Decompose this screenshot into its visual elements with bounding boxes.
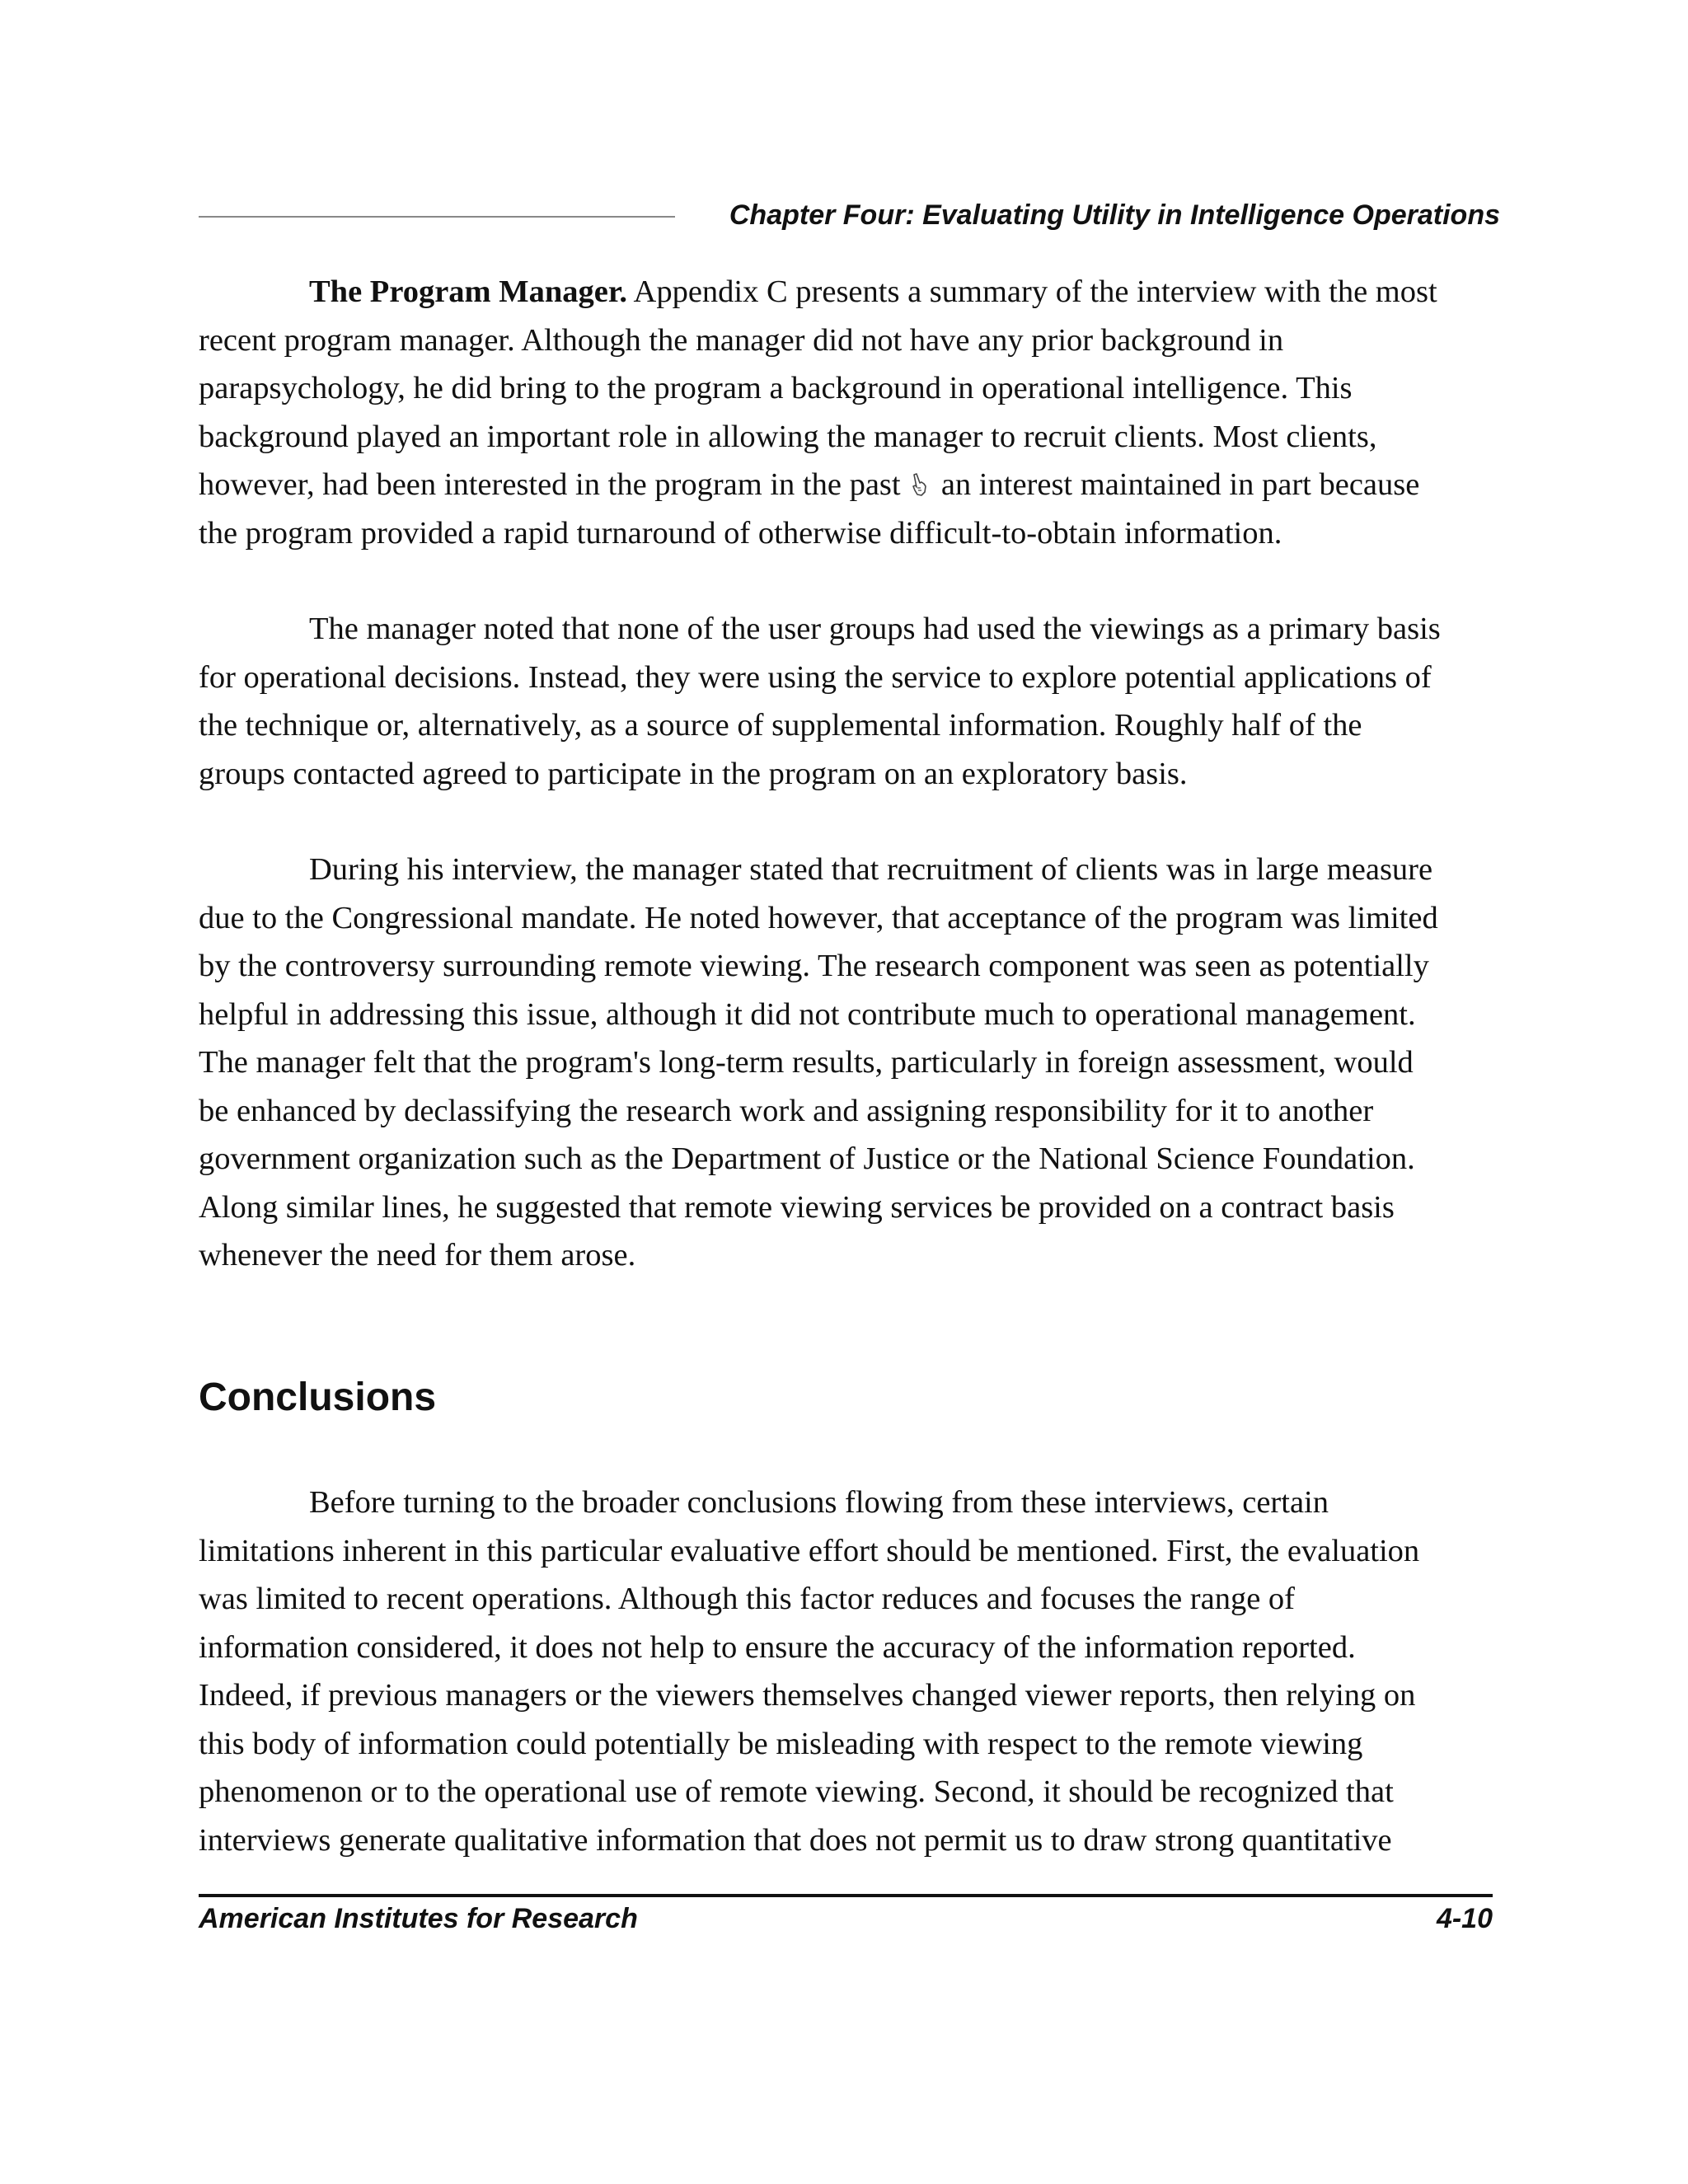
text-line: for operational decisions. Instead, they were using the service to explore potential applications of xyxy=(199,659,1432,695)
text-line: however, had been interested in the program in the past an interest maintained in part because xyxy=(199,467,1420,502)
text-line: government organization such as the Department of Justice or the National Science Foundation. xyxy=(199,1141,1415,1176)
text-line: parapsychology, he did bring to the program a background in operational intelligence. This xyxy=(199,371,1353,405)
header-rule xyxy=(199,216,675,218)
text-line: interviews generate qualitative information that does not permit us to draw strong quantitative xyxy=(199,1822,1392,1858)
page-number: 4-10 xyxy=(1436,1903,1493,1934)
text-line: Indeed, if previous managers or the viewers themselves changed viewer reports, then relying on xyxy=(199,1678,1416,1713)
text-line: groups contacted agreed to participate in the program on an exploratory basis. xyxy=(199,756,1188,791)
footer-rule xyxy=(199,1894,1493,1897)
text-line: due to the Congressional mandate. He noted however, that acceptance of the program was limited xyxy=(199,900,1438,935)
text-line: by the controversy surrounding remote viewing. The research component was seen as potentially xyxy=(199,949,1429,983)
text-line: the program provided a rapid turnaround of otherwise difficult-to-obtain information. xyxy=(199,515,1282,551)
text-line: limitations inherent in this particular evaluative effort should be mentioned. First, the evaluation xyxy=(199,1533,1420,1568)
hand-pointing-icon xyxy=(910,472,928,497)
paragraph-user-groups xyxy=(199,605,1509,798)
text-line: be enhanced by declassifying the research work and assigning responsibility for it to another xyxy=(199,1093,1374,1128)
running-head: Chapter Four: Evaluating Utility in Intelligence Operations xyxy=(729,199,1500,231)
text-line: was limited to recent operations. Although this factor reduces and focuses the range of xyxy=(199,1582,1295,1616)
paragraph-interview xyxy=(199,846,1509,1280)
text-line: The manager noted that none of the user groups had used the viewings as a primary basis xyxy=(309,612,1441,646)
paragraph-program-manager xyxy=(199,268,1509,557)
paragraph-lead: The Program Manager. xyxy=(309,274,628,309)
text-line: During his interview, the manager stated that recruitment of clients was in large measure xyxy=(309,852,1433,887)
text-line: Along similar lines, he suggested that remote viewing services be provided on a contract basis xyxy=(199,1189,1395,1225)
section-heading-conclusions: Conclusions xyxy=(199,1376,437,1419)
paragraph-gap xyxy=(199,557,1509,605)
text-line: whenever the need for them arose. xyxy=(199,1238,636,1272)
text-line: The manager felt that the program's long-term results, particularly in foreign assessment, would xyxy=(199,1045,1414,1080)
section-conclusions xyxy=(199,1479,1509,1864)
footer-organization: American Institutes for Research xyxy=(199,1903,638,1934)
paragraph-gap xyxy=(199,798,1509,846)
text-line: phenomenon or to the operational use of remote viewing. Second, it should be recognized that xyxy=(199,1774,1394,1809)
section-program-manager xyxy=(199,268,1509,1280)
text-line: this body of information could potentially be misleading with respect to the remote viewing xyxy=(199,1726,1363,1761)
text-line: The Program Manager. Appendix C presents a summary of the interview with the most xyxy=(309,274,1437,309)
text-line: information considered, it does not help to ensure the accuracy of the information reported. xyxy=(199,1629,1356,1665)
text-line: recent program manager. Although the manager did not have any prior background in xyxy=(199,322,1284,358)
text-line: helpful in addressing this issue, although it did not contribute much to operational management. xyxy=(199,996,1416,1032)
text-line: Before turning to the broader conclusions flowing from these interviews, certain xyxy=(309,1485,1329,1520)
text-line: the technique or, alternatively, as a source of supplemental information. Roughly half of the xyxy=(199,708,1362,743)
text-line: background played an important role in allowing the manager to recruit clients. Most clients, xyxy=(199,419,1377,454)
paragraph-conclusions xyxy=(199,1479,1509,1864)
